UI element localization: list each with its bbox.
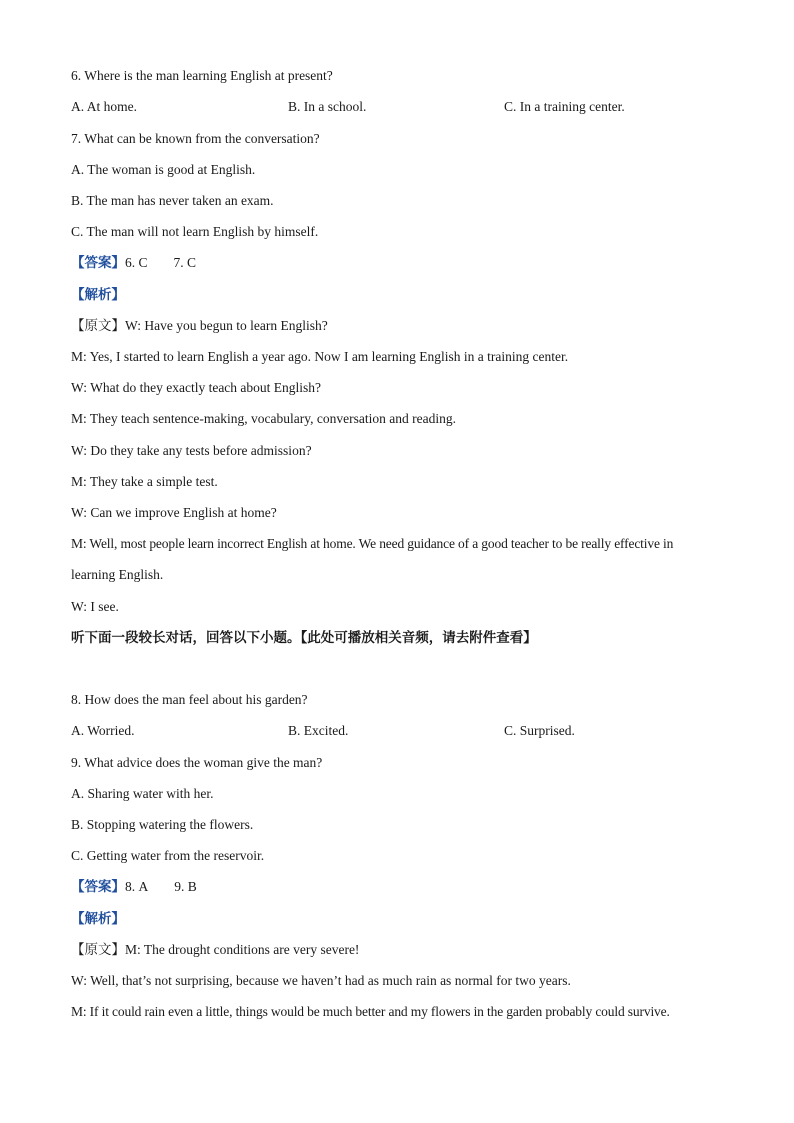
transcript-1-line-1: M: Yes, I started to learn English a year ago. Now I am learning English in a training center. [71,349,569,364]
question-8: 8. How does the man feel about his garden? [71,692,308,707]
transcript-label: 【原文】 [71,942,125,958]
transcript-1-line-3: M: They teach sentence-making, vocabulary, conversation and reading. [71,411,456,426]
answer-label: 【答案】 [71,879,125,895]
q8-option-c: C. Surprised. [504,723,575,738]
transcript-1-line-9: W: I see. [71,599,119,614]
answer-line-2 [71,878,724,896]
answer-6: 6. C [125,255,148,270]
transcript-label: 【原文】 [71,318,125,334]
answer-9: 9. B [174,879,197,894]
analysis-label: 【解析】 [71,911,125,927]
analysis-label: 【解析】 [71,287,125,303]
transcript-2-line-2: M: If it could rain even a little, things would be much better and my flowers in the garden probably could survive. [71,1004,670,1019]
analysis-line-2 [71,910,724,928]
answer-line-1 [71,254,724,272]
q8-option-a: A. Worried. [71,723,135,738]
q9-option-a: A. Sharing water with her. [71,786,214,801]
q6-option-a: A. At home. [71,99,137,114]
q6-option-c: C. In a training center. [504,99,625,114]
transcript-1-line-8: learning English. [71,567,164,582]
q7-option-b: B. The man has never taken an exam. [71,193,274,208]
transcript-1-line-7: M: Well, most people learn incorrect English at home. We need guidance of a good teacher to be really effective in [71,536,674,551]
q9-option-b: B. Stopping watering the flowers. [71,817,254,832]
question-6: 6. Where is the man learning English at present? [71,68,333,83]
q6-option-b: B. In a school. [288,99,367,114]
transcript-2-line-1: W: Well, that’s not surprising, because we haven’t had as much rain as normal for two years. [71,973,571,988]
transcript-1-line-0 [71,317,724,335]
q7-option-c: C. The man will not learn English by himself. [71,224,319,239]
transcript-2-line-0 [71,941,724,959]
transcript-1-line-4: W: Do they take any tests before admission? [71,443,312,458]
q8-option-b: B. Excited. [288,723,349,738]
answer-7: 7. C [173,255,197,270]
listening-instruction: 听下面一段较长对话，回答以下小题。【此处可播放相关音频，请去附件查看】 [71,630,537,646]
transcript-text: M: The drought conditions are very severe! [125,942,360,957]
transcript-1-line-6: W: Can we improve English at home? [71,505,277,520]
question-9: 9. What advice does the woman give the man? [71,755,323,770]
q9-option-c: C. Getting water from the reservoir. [71,848,265,863]
transcript-1-line-5: M: They take a simple test. [71,474,218,489]
transcript-text: W: Have you begun to learn English? [125,318,328,333]
answer-8: 8. A [125,879,149,894]
q7-option-a: A. The woman is good at English. [71,162,256,177]
transcript-1-line-2: W: What do they exactly teach about English? [71,380,322,395]
question-7: 7. What can be known from the conversation? [71,131,320,146]
answer-label: 【答案】 [71,255,125,271]
analysis-line-1 [71,286,724,304]
